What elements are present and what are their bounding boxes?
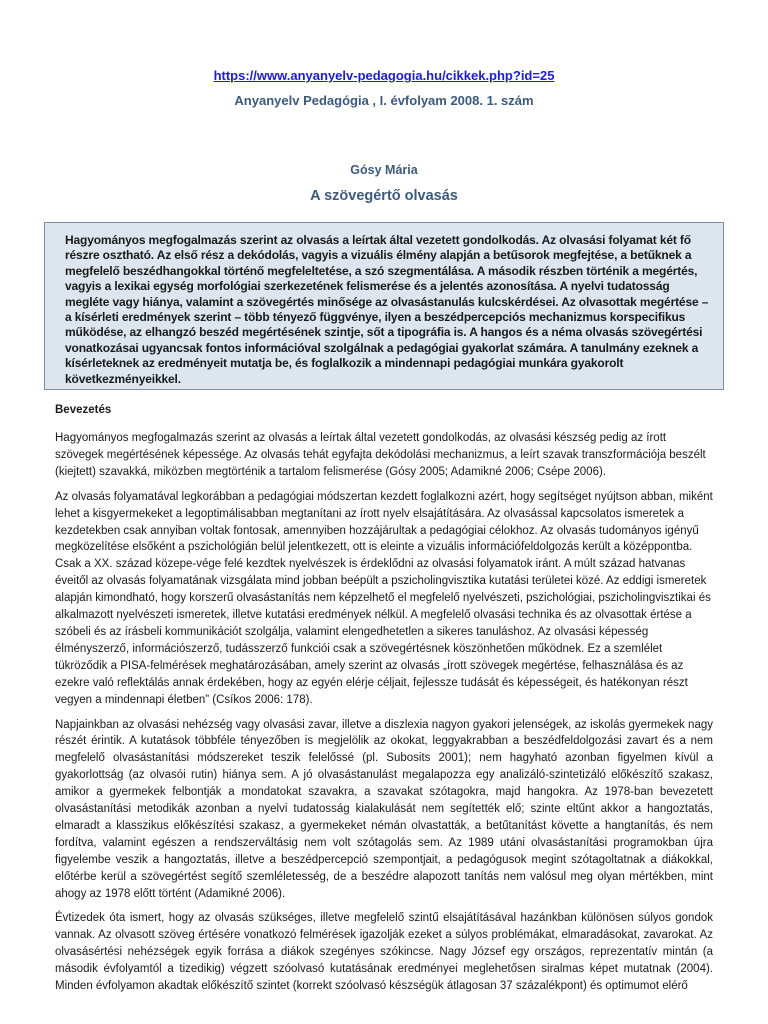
paragraph-3: Napjainkban az olvasási nehézség vagy olvasási zavar, illetve a diszlexia nagyon gyakori jelenségek, az iskolás gyermekek nagy részét érintik. A kutatások többféle tényezőben is megjelölik az okokat, leggyakrabban a beszédfeldolgozási zavart és a nem megfelelő olvasástanítási módszereket teszik felelőssé (pl. Subosits 2001); nem hagyható azonban figyelmen kívül a gyakorlottság (az olvasói rutin) hiánya sem. A jó olvasástanulást megalapozza egy analizáló-szintetizáló előkészítő szakasz, amikor a gyermekek felbontják a mondatokat szavakra, a szavakat szótagokra, majd hangokra. Az 1978-ban bevezetett olvasástanítási metodikák azonban a nyelvi tudatosság kialakulását nem segítették elő; szinte eltűnt akkor a hangoztatás, elmaradt a klasszikus előkészítési szakasz, a gyermekeket némán olvastatták, a betűtanítást követte a hangtanítás, és nem fordítva, valamint egészen a rendszerváltásig nem volt szótagolás sem. Az 1989 utáni olvasástanítási programokban újra figyelembe veszik a hangoztatás, illetve a beszédpercepció szempontjait, a pedagógusok megint szótagoltatnak a diákokkal, előtérbe kerül a szövegértést segítő szemléletesség, de a beszédre alapozott tanítás nem valósul meg olyan mértékben, mint ahogy az 1978 előtt történt (Adamikné 2006). — [55, 718, 713, 900]
section-heading: Bevezetés — [55, 404, 112, 416]
article-body — [55, 430, 713, 1024]
abstract-text: Hagyományos megfogalmazás szerint az olvasás a leírtak által vezetett gondolkodás. Az olvasási folyamat két fő részre osztható. Az első rész a dekódolás, vagyis a vizuális élmény alapján a betűsorok megfejtése, a betűknek a megfelelő beszédhangokkal történő megfeleltetése, a szó szegmentálása. A második részben történik a megértés, vagyis a lexikai egység morfológiai szerkezetének felismerése és a jelentés azonosítása. A nyelvi tudatosság megléte vagy hiánya, valamint a szövegértés minősége az olvasástanulás kulcskérdései. Az olvasottak megértése – a kísérleti eredmények szerint – több tényező függvénye, ilyen a beszédpercepciós mechanizmus korspecifikus működése, az elhangzó beszéd megértésének szintje, sőt a tipográfia is. A hangos és a néma olvasás szövegértési vonatkozásai ugyancsak fontos információval szolgálnak a pedagógiai gyakorlat számára. A tanulmány ezeknek a kísérleteknek az eredményeit mutatja be, és foglalkozik a mindennapi pedagógiai munkára gyakorolt következményeikkel. — [65, 233, 709, 386]
article-title: A szövegértő olvasás — [310, 188, 458, 204]
paragraph-1: Hagyományos megfogalmazás szerint az olvasás a leírtak által vezetett gondolkodás, az olvasási készség pedig az írott szövegek megértésének képessége. Az olvasás tehát egyfajta dekódolási mechanizmus, a leírt szavak transzformációja beszélt (kiejtett) szavakká, miközben megtörténik a tartalom felismerése (Gósy 2005; Adamikné 2006; Csépe 2006). — [55, 432, 706, 478]
paragraph-4: Évtizedek óta ismert, hogy az olvasás szükséges, illetve megfelelő szintű elsajátításával hazánkban különösen súlyos gondok vannak. Az olvasott szöveg értésére vonatkozó felmérések igazolják ezeket a súlyos problémákat, elmaradásokat, zavarokat. Az olvasásértési nehézségek egyik forrása a diákok szegényes szókincse. Nagy József egy országos, reprezentatív mintán (a második évfolyamtól a tizedikig) végzett szóolvasó kutatásának eredményei meglehetősen siralmas képet mutatnak (2004). Minden évfolyamon akadtak előkészítő szintet (korrekt szóolvasó készségük átlagosan 37 százalékpont) és optimumot elérő — [55, 912, 713, 993]
source-url-link[interactable]: https://www.anyanyelv-pedagogia.hu/cikkek.php?id=25 — [213, 68, 555, 83]
abstract-box — [44, 222, 724, 390]
journal-info: Anyanyelv Pedagógia , I. évfolyam 2008. 1. szám — [234, 93, 534, 108]
article-author: Gósy Mária — [350, 163, 418, 177]
paragraph-2: Az olvasás folyamatával legkorábban a pedagógiai módszertan kezdett foglalkozni azért, hogy segítséget nyújtson abban, miként lehet a kisgyermekeket a legoptimálisabban megtanítani az írott nyelv elsajátítására. Az olvasással kapcsolatos ismeretek a kezdetekben csak annyiban voltak fontosak, amennyiben hozzájárultak a pedagógiai célokhoz. Az olvasás tudományos igényű megközelítése elsőként a pszichológián belül jelentkezett, ott is eleinte a vizuális információfeldolgozás került a középpontba. Csak a XX. század közepe-vége felé kezdtek nyelvészek is érdeklődni az olvasási folyamatok iránt. A múlt század hatvanas éveitől az olvasás folyamatának vizsgálata mind jobban beépült a pszicholingvisztika kutatási területei közé. Az eddigi ismeretek alapján kimondható, hogy korszerű olvasástanítás nem képzelhető el megfelelő nyelvészeti, pszichológiai, pszicholingvisztikai és alkalmazott nyelvészeti ismeretek, illetve kutatási eredmények nélkül. A megfelelő olvasási technika és az olvasottak értése a szóbeli és az írásbeli kommunikációt szolgálja, valamint elengedhetetlen a sikeres tanuláshoz. Az olvasási képesség élményszerző, információszerző, tudásszerző funkciói csak a szövegértésnek köszönhetően működnek. Ez a szemlélet tükröződik a PISA-felmérések meghatározásában, amely szerint az olvasás „írott szövegek megértése, felhasználása és az ezekre való reflektálás annak érdekében, hogy az egyén elérje céljait, fejlessze tudását és képességeit, és hatékonyan részt vegyen a mindennapi életben” (Csíkos 2006: 178). — [55, 490, 713, 706]
